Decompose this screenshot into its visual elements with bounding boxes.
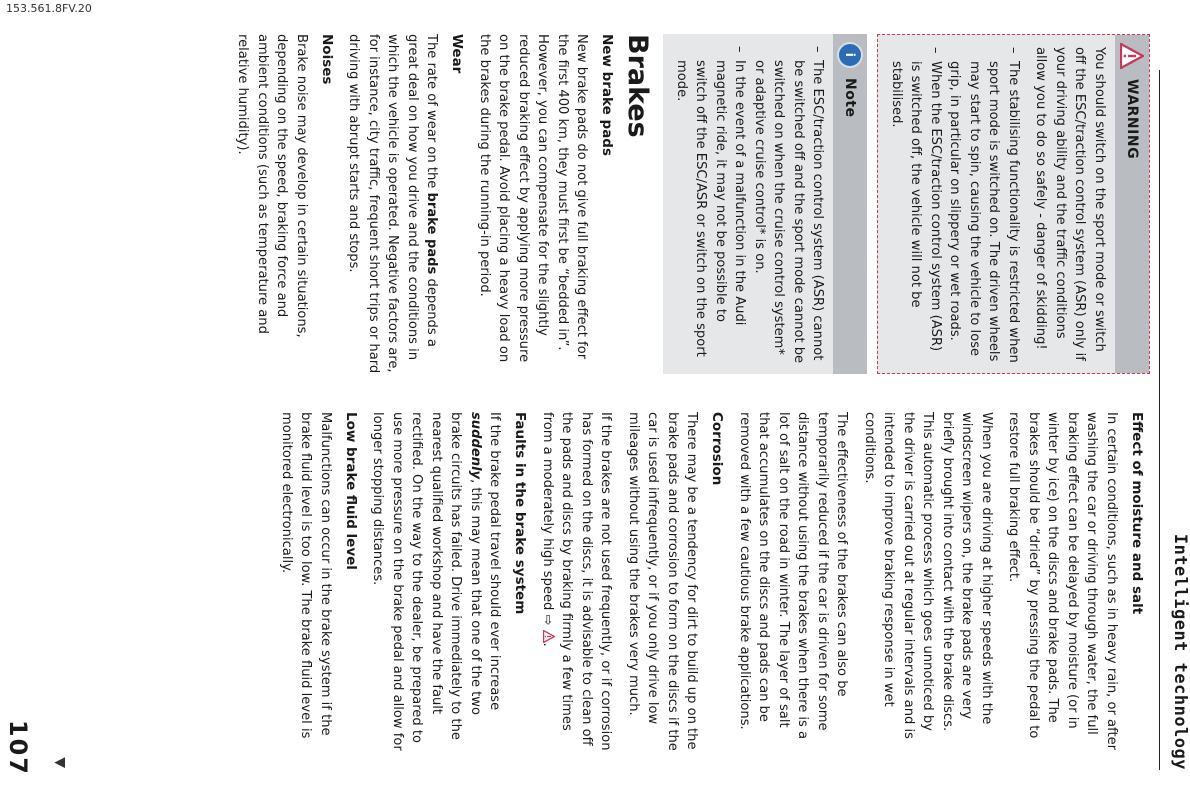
warning-box <box>878 34 1151 374</box>
faults-text-pre: If the brake pedal travel should ever increase <box>487 412 503 711</box>
info-icon: i <box>838 42 864 68</box>
warning-reference-icon[interactable] <box>543 630 555 643</box>
note-item: – In the event of a malfunction in the Audi magnetic ride, it may not be possible to switch off the ESC/ASR or switch on the sport mode. <box>672 60 750 364</box>
heading-new-brake-pads: New brake pads <box>599 34 616 157</box>
warning-item: – The stabilising functionality is restricted when sport mode is switched on. The driven wheels may start to spin, causing the vehicle to lose grip, in particular on slippery or wet roads. <box>945 61 1023 363</box>
corrosion-paragraph-1: There may be a tendency for dirt to build up on the brake pads and corrosion to form on the discs if the car is used infrequently, or if you only drive low mileages without using the brakes very much. <box>626 412 700 751</box>
corrosion-paragraph-2 <box>538 412 616 752</box>
corrosion-paragraph-2-text: If the brakes are not used frequently, or if corrosion has formed on the discs, it is advisable to clean off the pads and discs by braking firmly a few times from a moderately high speed ⇨ <box>540 412 614 751</box>
note-list <box>672 46 828 364</box>
moisture-paragraph-2: When you are driving at higher speeds with the windscreen wipers on, the brake pads are very briefly brought into contact with the brake discs. This automatic process which goes unnoticed by the driver is carried out at regular intervals and is intended to improve braking response in wet conditions. <box>862 412 994 739</box>
heading-corrosion: Corrosion <box>709 412 726 486</box>
heading-low-brake-fluid: Low brake fluid level <box>343 412 359 570</box>
warning-item: – When the ESC/traction control system (ASR) is switched off, the vehicle will not be stabilised. <box>887 61 946 363</box>
note-item: – The ESC/traction control system (ASR) cannot be switched off and the sport mode cannot be switched on when the cruise control system* or adaptive cruise control* is on. <box>750 60 828 364</box>
faults-text-post: , this may mean that one of the two brake circuits has failed. Drive immediately to the nearest qualified workshop and have the fault rectified. On the way to the dealer, be prepared to use more pressure on the brake pedal and allow for longer stopping distances. <box>370 412 483 751</box>
heading-wear: Wear <box>449 34 466 74</box>
running-head: Intelligent technology <box>1170 533 1190 770</box>
low-brake-fluid-text: Malfunctions can occur in the brake system if the brake fluid level is too low. The brake fluid level is monitored electronically. <box>279 412 333 739</box>
moisture-paragraph-1: In certain conditions, such as in heavy rain, or after washing the car or driving through water, the full braking effect can be delayed by moisture (or in winter by ice) on the discs and brake pads. The brakes should be “dried” by pressing the pedal to restore full braking effect. <box>1006 412 1119 751</box>
header-rule <box>1159 70 1160 770</box>
warning-list <box>887 47 1024 363</box>
wear-text <box>344 34 442 374</box>
document-code: 153.561.8FV.20 <box>6 2 92 15</box>
faults-text-emphasis: suddenly <box>468 412 483 480</box>
heading-faults-brake-system: Faults in the brake system <box>512 412 529 615</box>
faults-text <box>368 412 505 752</box>
note-header <box>834 34 868 374</box>
heading-moisture-salt: Effect of moisture and salt <box>1129 412 1145 615</box>
new-brake-pads-text: New brake pads do not give full braking effect for the first 400 km, they must first be “bedded in”. However, you can compensate for the slightly reduced braking effect by applying more pressure on the brake pedal. Avoid placing a heavy load on the brakes during the running-in period. <box>477 34 590 363</box>
noises-text: Brake noise may develop in certain situations, depending on the speed, braking force and ambient conditions (such as temperature and relative humidity). <box>235 34 309 338</box>
continue-arrow-icon: ▼ <box>52 757 68 768</box>
moisture-paragraph-3: The effectiveness of the brakes can also be temporarily reduced if the car is driven for some distance without using the brakes when there is a lot of salt on the road in winter. The layer of salt that accumulates on the discs and pads can be removed with a few cautious brake applications. <box>737 412 850 740</box>
warning-header <box>1115 35 1149 373</box>
wear-text-pre: The rate of wear on the <box>424 34 440 193</box>
warning-intro: You should switch on the sport mode or switch off the ESC/traction control system (ASR) only if your driving ability and the traffic conditions allow you to do so safely - danger of skidding! <box>1033 47 1107 361</box>
right-column <box>269 412 1151 752</box>
page-number: 107 <box>4 719 32 776</box>
note-title: Note <box>842 78 859 118</box>
note-box <box>664 34 868 374</box>
corrosion-paragraph-2-end: . <box>540 642 555 647</box>
section-title-brakes: Brakes <box>622 34 654 138</box>
heading-noises: Noises <box>319 34 335 85</box>
left-column <box>225 34 1150 374</box>
warning-triangle-icon <box>1120 43 1144 69</box>
wear-text-post: depends a great deal on how you drive and the conditions in which the vehicle is operated. Negative factors are, for instance, city traffic, frequent short trips or hard driving with abrupt starts and stops. <box>346 34 440 374</box>
wear-text-bold: brake pads <box>424 192 440 275</box>
warning-title: WARNING <box>1124 79 1140 160</box>
